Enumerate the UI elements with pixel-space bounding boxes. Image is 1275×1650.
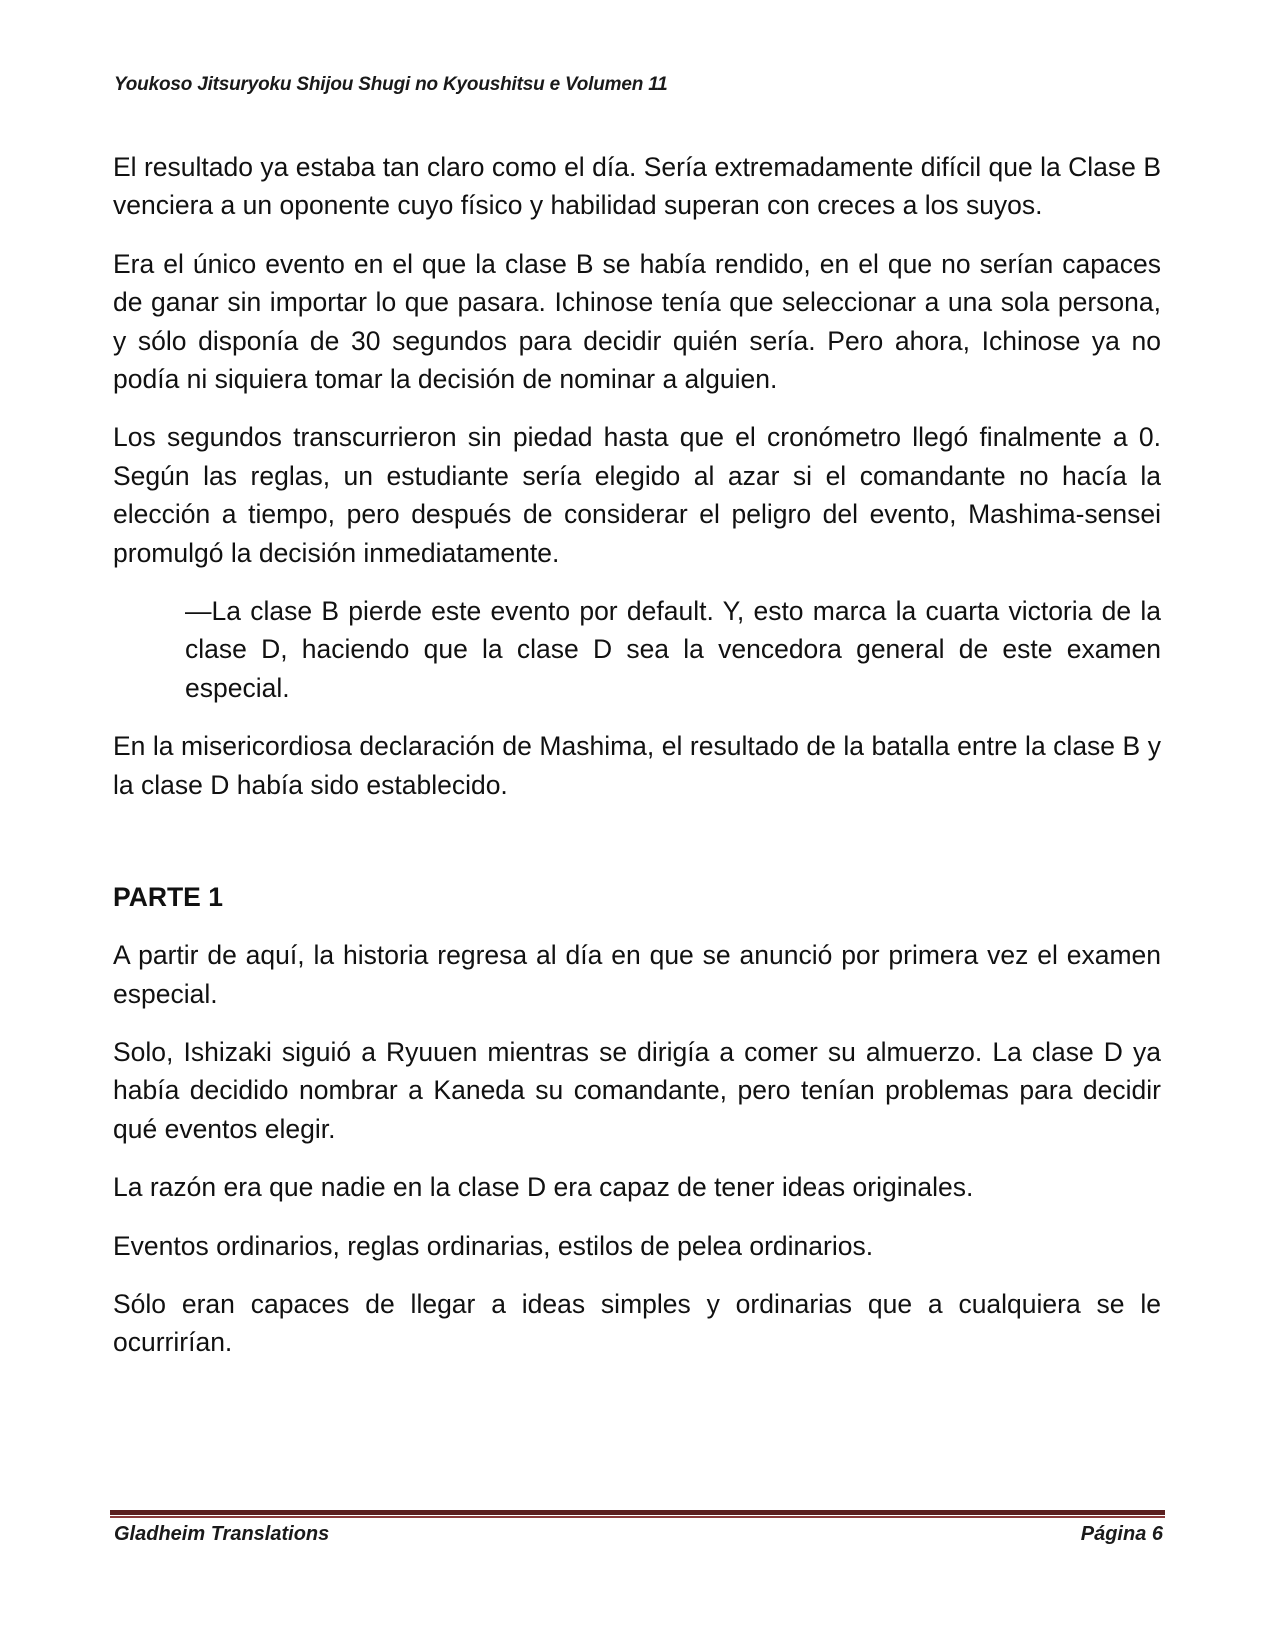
paragraph: El resultado ya estaba tan claro como el día. Sería extremadamente difícil que la Clase B venciera a un oponente cuyo físico y habilidad superan con creces a los suyos. (113, 152, 1161, 221)
paragraph: A partir de aquí, la historia regresa al día en que se anunció por primera vez el examen especial. (113, 940, 1161, 1009)
paragraph: Eventos ordinarios, reglas ordinarias, estilos de pelea ordinarios. (113, 1230, 874, 1261)
page-body (113, 148, 1161, 1382)
paragraph: Sólo eran capaces de llegar a ideas simples y ordinarias que a cualquiera se le ocurrirían. (113, 1288, 1161, 1358)
paragraph: La razón era que nadie en la clase D era capaz de tener ideas originales. (113, 1172, 974, 1203)
footer-divider (110, 1510, 1165, 1518)
paragraph: En la misericordiosa declaración de Mashima, el resultado de la batalla entre la clase B y la clase D había sido establecido. (113, 731, 1161, 800)
running-header: Youkoso Jitsuryoku Shijou Shugi no Kyoushitsu e Volumen 11 (114, 74, 668, 95)
footer-page-number: Página 6 (1080, 1523, 1163, 1545)
footer-divider-thick (110, 1510, 1165, 1515)
footer-publisher: Gladheim Translations (114, 1523, 330, 1545)
paragraph: Solo, Ishizaki siguió a Ryuuen mientras se dirigía a comer su almuerzo. La clase D ya había decidido nombrar a Kaneda su comandante, pero tenían problemas para decidir qué eventos elegir. (113, 1036, 1161, 1144)
paragraph: Era el único evento en el que la clase B se había rendido, en el que no serían capaces de ganar sin importar lo que pasara. Ichinose tenía que seleccionar a una sola persona, y sólo disponía de 30 segundos para decidir quién sería. Pero ahora, Ichinose ya no podía ni siquiera tomar la decisión de nominar a alguien. (113, 248, 1161, 395)
paragraph: Los segundos transcurrieron sin piedad hasta que el cronómetro llegó finalmente a 0. Según las reglas, un estudiante sería elegido al azar si el comandante no hacía la elección a tiempo, pero después de considerar el peligro del evento, Mashima-sensei promulgó la decisión inmediatamente. (113, 422, 1161, 568)
footer-divider-thin (110, 1516, 1165, 1518)
quoted-dialogue: —La clase B pierde este evento por default. Y, esto marca la cuarta victoria de la clase D, haciendo que la clase D sea la vencedora general de este examen especial. (185, 596, 1161, 703)
section-heading: PARTE 1 (113, 882, 223, 913)
